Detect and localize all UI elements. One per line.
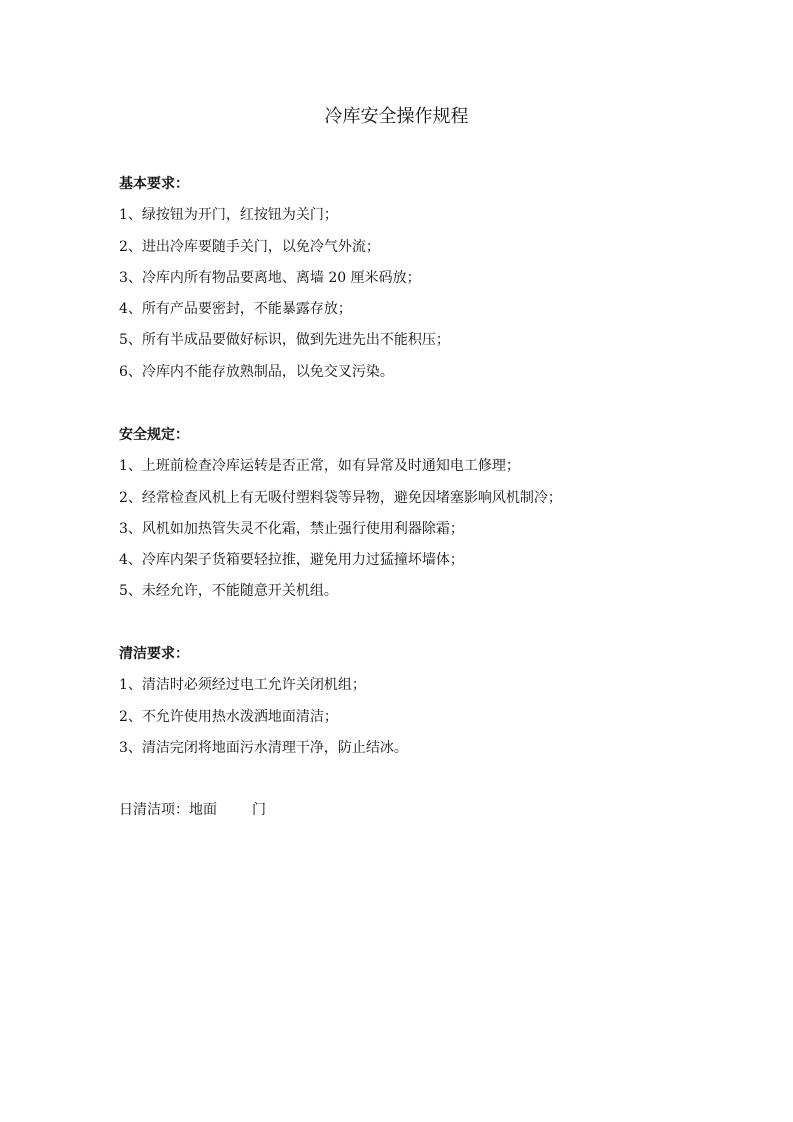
section-basic-requirements xyxy=(119,169,719,388)
list-item: 3、风机如加热管失灵不化霜，禁止强行使用利器除霜； xyxy=(119,520,464,537)
list-item: 4、所有产品要密封，不能暴露存放； xyxy=(119,301,352,318)
section-heading: 基本要求： xyxy=(119,176,189,192)
section-cleaning-requirements xyxy=(119,639,719,764)
list-item: 6、冷库内不能存放熟制品，以免交叉污染。 xyxy=(119,363,394,380)
list-item: 3、清洁完闭将地面污水清理干净，防止结冰。 xyxy=(119,739,408,756)
daily-cleaning-item-door: 门 xyxy=(252,802,266,818)
daily-cleaning-items xyxy=(119,795,266,826)
list-item: 2、进出冷库要随手关门，以免冷气外流； xyxy=(119,238,380,255)
list-item: 5、未经允许，不能随意开关机组。 xyxy=(119,583,338,600)
list-item: 5、所有半成品要做好标识，做到先进先出不能积压； xyxy=(119,332,450,349)
section-heading: 安全规定： xyxy=(119,427,189,443)
section-safety-rules xyxy=(119,420,719,608)
page-title: 冷库安全操作规程 xyxy=(324,106,469,127)
section-heading: 清洁要求： xyxy=(119,646,189,662)
list-item: 1、清洁时必须经过电工允许关闭机组； xyxy=(119,677,366,694)
daily-cleaning-label: 日清洁项：地面 xyxy=(119,802,217,818)
list-item: 4、冷库内架子货箱要轻拉推，避免用力过猛撞坏墙体； xyxy=(119,552,464,569)
list-item: 2、不允许使用热水泼洒地面清洁； xyxy=(119,708,338,725)
list-item: 2、经常检查风机上有无吸付塑料袋等异物，避免因堵塞影响风机制冷； xyxy=(119,489,562,506)
list-item: 3、冷库内所有物品要离地、离墙 20 厘米码放； xyxy=(119,269,421,286)
list-item: 1、绿按钮为开门，红按钮为关门； xyxy=(119,207,338,224)
list-item: 1、上班前检查冷库运转是否正常，如有异常及时通知电工修理； xyxy=(119,458,520,475)
